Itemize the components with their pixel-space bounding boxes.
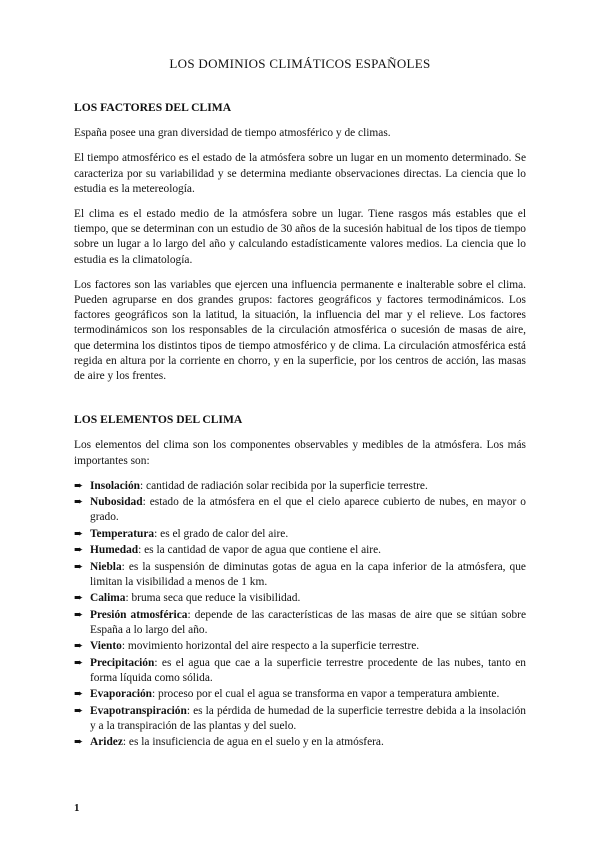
- list-item: [74, 527, 526, 542]
- list-item-description: : movimiento horizontal del aire respecto a la superficie terrestre.: [121, 640, 420, 653]
- list-item: [74, 687, 526, 702]
- arrow-bullet-icon: ➨: [74, 640, 84, 653]
- list-item: [74, 735, 526, 750]
- list-item-term: Niebla: [90, 560, 122, 573]
- list-item-term: Presión atmosférica: [90, 608, 188, 621]
- list-item-description: : es la pérdida de humedad de la superficie terrestre debida a la insolación y a la transpiración de las plantas y del suelo.: [90, 704, 526, 732]
- arrow-bullet-icon: ➨: [74, 608, 84, 621]
- paragraph: Los factores son las variables que ejercen una influencia permanente e inalterable sobre el clima. Pueden agruparse en dos grandes grupos: factores geográficos y factores termodinámicos. Los factores geográficos son la latitud, la situación, la influencia del mar y el relieve. Los factores termodinámicos son los responsables de la circulación atmosférica o sucesión de masas de aire, que determina los distintos tipos de tiempo atmosférico y de clima. La circulación atmosférica está regida en altura por la corriente en chorro, y en la superficie, por los centros de acción, las masas de aire y los frentes.: [74, 278, 526, 383]
- section-heading-factores: LOS FACTORES DEL CLIMA: [74, 101, 232, 114]
- document-body: [74, 100, 526, 752]
- list-item-description: : es la suspensión de diminutas gotas de agua en la capa inferior de la atmósfera, que limitan la visibilidad a menos de 1 km.: [90, 560, 526, 588]
- arrow-bullet-icon: ➨: [74, 736, 84, 749]
- arrow-bullet-icon: ➨: [74, 656, 84, 669]
- list-item-term: Aridez: [90, 736, 123, 749]
- list-item-description: : es el grado de calor del aire.: [154, 527, 289, 540]
- list-item-term: Evapotranspiración: [90, 704, 187, 717]
- list-item: [74, 608, 526, 638]
- list-item-description: : es el agua que cae a la superficie terrestre procedente de las nubes, tanto en forma líquida como sólida.: [90, 656, 526, 684]
- list-item-description: : estado de la atmósfera en el que el cielo aparece cubierto de nubes, en mayor o grado.: [90, 496, 526, 524]
- arrow-bullet-icon: ➨: [74, 544, 84, 557]
- page-number: 1: [74, 802, 80, 814]
- list-item-term: Insolación: [90, 479, 141, 492]
- list-item-description: : proceso por el cual el agua se transforma en vapor a temperatura ambiente.: [152, 688, 500, 701]
- section-heading-elementos: LOS ELEMENTOS DEL CLIMA: [74, 413, 243, 427]
- list-item-description: : cantidad de radiación solar recibida por la superficie terrestre.: [140, 479, 428, 492]
- list-item: [74, 591, 526, 606]
- list-item: [74, 495, 526, 525]
- arrow-bullet-icon: ➨: [74, 704, 84, 717]
- arrow-bullet-icon: ➨: [74, 496, 84, 509]
- paragraph: Los elementos del clima son los componentes observables y medibles de la atmósfera. Los más importantes son:: [74, 439, 526, 467]
- list-item: [74, 543, 526, 558]
- arrow-bullet-icon: ➨: [74, 527, 84, 540]
- paragraph: El clima es el estado medio de la atmósfera sobre un lugar. Tiene rasgos más estables que el tiempo, que se determinan con un estudio de 30 años de la sucesión habitual de los tipos de tiempo sobre un lugar a lo largo del año y calculando estadísticamente valores medios. La ciencia que lo estudia es la climatología.: [74, 208, 526, 266]
- list-item: [74, 639, 526, 654]
- list-item-term: Viento: [90, 640, 122, 653]
- arrow-bullet-icon: ➨: [74, 592, 84, 605]
- list-item: [74, 479, 526, 494]
- list-item-description: : es la insuficiencia de agua en el suelo y en la atmósfera.: [122, 736, 384, 749]
- list-item-term: Precipitación: [90, 656, 155, 669]
- arrow-bullet-icon: ➨: [74, 688, 84, 701]
- list-item: [74, 704, 526, 734]
- list-item: [74, 560, 526, 590]
- paragraph: El tiempo atmosférico es el estado de la atmósfera sobre un lugar en un momento determinado. Se caracteriza por su variabilidad y se determina mediante observaciones directas. La ciencia que lo estudia es la metereología.: [74, 152, 526, 195]
- list-item-description: : es la cantidad de vapor de agua que contiene el aire.: [138, 544, 381, 557]
- arrow-bullet-icon: ➨: [74, 560, 84, 573]
- list-item-description: : depende de las características de las masas de aire que se sitúan sobre España a lo largo del año.: [90, 608, 526, 636]
- list-item-term: Humedad: [90, 544, 139, 557]
- arrow-bullet-icon: ➨: [74, 479, 84, 492]
- document-title: LOS DOMINIOS CLIMÁTICOS ESPAÑOLES: [169, 56, 431, 71]
- list-item-term: Evaporación: [90, 688, 153, 701]
- list-item-term: Calima: [90, 592, 126, 605]
- list-item-description: : bruma seca que reduce la visibilidad.: [125, 592, 301, 605]
- list-item-term: Temperatura: [90, 527, 155, 540]
- elements-list: [74, 479, 526, 751]
- paragraph: España posee una gran diversidad de tiempo atmosférico y de climas.: [74, 127, 391, 140]
- list-item-term: Nubosidad: [90, 496, 143, 509]
- list-item: [74, 656, 526, 686]
